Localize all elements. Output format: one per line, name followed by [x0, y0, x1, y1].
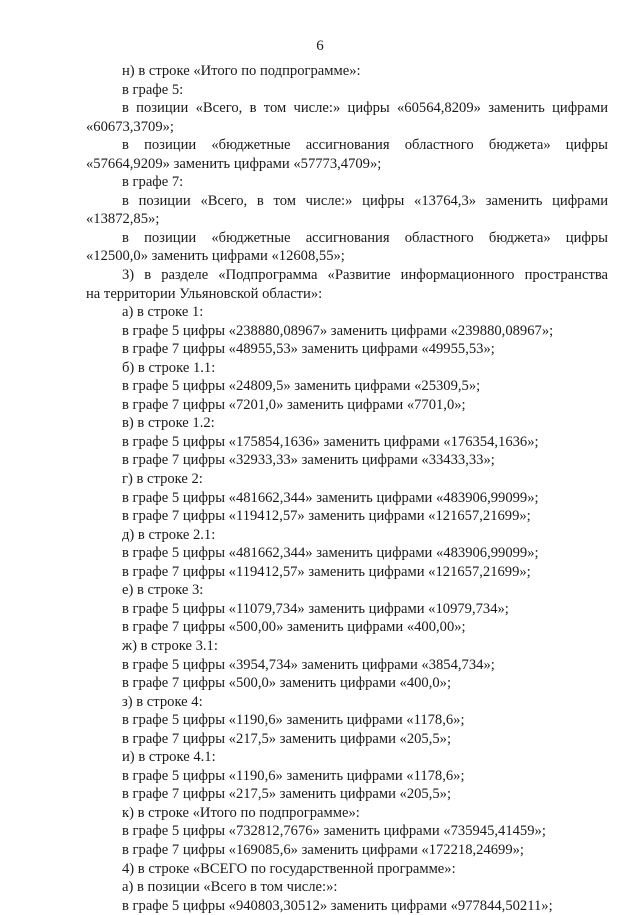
text-line: в графе 5 цифры «732812,7676» заменить цифрами «735945,41459»;	[122, 823, 546, 840]
text-line: в) в строке 1.2:	[122, 415, 215, 432]
text-line: в графе 5:	[122, 81, 184, 98]
text-line: «12500,0» заменить цифрами «12608,55»;	[86, 248, 345, 265]
text-line: 3) в разделе «Подпрограмма «Развитие информационного пространства	[122, 267, 608, 284]
text-line: в графе 7:	[122, 174, 184, 191]
text-line: г) в строке 2:	[122, 471, 203, 488]
text-line: в графе 7 цифры «500,00» заменить цифрами «400,00»;	[122, 619, 466, 636]
text-line: в графе 5 цифры «24809,5» заменить цифрами «25309,5»;	[122, 378, 481, 395]
text-line: а) в строке 1:	[122, 304, 204, 321]
text-line: в графе 5 цифры «175854,1636» заменить цифрами «176354,1636»;	[122, 433, 539, 450]
text-line: в графе 5 цифры «481662,344» заменить цифрами «483906,99099»;	[122, 489, 539, 506]
text-line: в позиции «Всего, в том числе:» цифры «60564,8209» заменить цифрами	[122, 100, 608, 117]
text-line: в графе 7 цифры «48955,53» заменить цифрами «49955,53»;	[122, 341, 495, 358]
text-line: в графе 5 цифры «3954,734» заменить цифрами «3854,734»;	[122, 656, 495, 673]
text-line: «60673,3709»;	[86, 118, 174, 135]
text-line: «13872,85»;	[86, 211, 160, 228]
text-line: 4) в строке «ВСЕГО по государственной программе»:	[122, 860, 456, 877]
text-line: з) в строке 4:	[122, 693, 203, 710]
page-number: 6	[316, 38, 324, 54]
text-line: в графе 5 цифры «1190,6» заменить цифрами «1178,6»;	[122, 712, 465, 729]
text-line: в графе 7 цифры «119412,57» заменить цифрами «121657,21699»;	[122, 508, 531, 525]
text-line: «57664,9209» заменить цифрами «57773,4709»;	[86, 155, 382, 172]
text-line: в графе 5 цифры «481662,344» заменить цифрами «483906,99099»;	[122, 545, 539, 562]
text-line: в графе 7 цифры «7201,0» заменить цифрами «7701,0»;	[122, 396, 466, 413]
text-line: в позиции «Всего, в том числе:» цифры «13764,3» заменить цифрами	[122, 192, 608, 209]
document-body	[86, 62, 608, 915]
text-line: к) в строке «Итого по подпрограмме»:	[122, 804, 360, 821]
text-line: в графе 7 цифры «32933,33» заменить цифрами «33433,33»;	[122, 452, 495, 469]
text-line: н) в строке «Итого по подпрограмме»:	[122, 63, 361, 79]
text-line: д) в строке 2.1:	[122, 526, 216, 543]
text-line: на территории Ульяновской области»:	[86, 285, 323, 302]
text-line: в графе 7 цифры «217,5» заменить цифрами «205,5»;	[122, 786, 452, 803]
text-line: в графе 7 цифры «217,5» заменить цифрами «205,5»;	[122, 730, 452, 747]
text-line: в графе 7 цифры «119412,57» заменить цифрами «121657,21699»;	[122, 563, 531, 580]
text-line: ж) в строке 3.1:	[122, 637, 218, 654]
text-line: в графе 5 цифры «1190,6» заменить цифрами «1178,6»;	[122, 767, 465, 784]
text-line: а) в позиции «Всего в том числе:»:	[122, 879, 338, 896]
text-line: в графе 5 цифры «238880,08967» заменить цифрами «239880,08967»;	[122, 322, 554, 339]
text-line: в позиции «бюджетные ассигнования областного бюджета» цифры	[122, 137, 608, 154]
text-line: в графе 5 цифры «11079,734» заменить цифрами «10979,734»;	[122, 600, 509, 617]
text-line: в графе 7 цифры «169085,6» заменить цифрами «172218,24699»;	[122, 841, 524, 858]
text-line: е) в строке 3:	[122, 582, 204, 599]
text-line: в графе 5 цифры «940803,30512» заменить цифрами «977844,50211»;	[122, 897, 553, 914]
text-line: в позиции «бюджетные ассигнования областного бюджета» цифры	[122, 229, 608, 246]
text-line: в графе 7 цифры «500,0» заменить цифрами «400,0»;	[122, 675, 452, 692]
text-line: и) в строке 4.1:	[122, 749, 216, 766]
text-line: б) в строке 1.1:	[122, 359, 216, 376]
